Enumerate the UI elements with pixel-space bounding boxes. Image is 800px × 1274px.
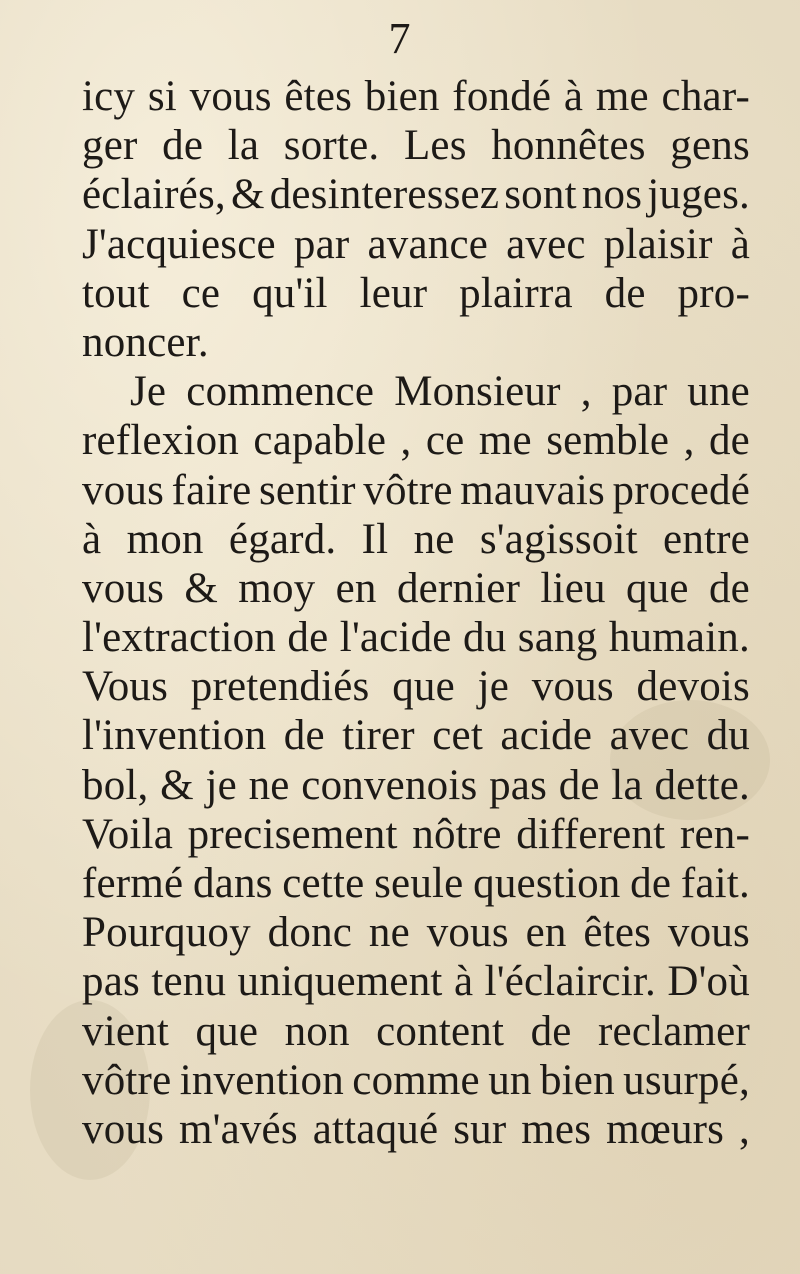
word: convenois [301,761,478,809]
word: , [683,417,695,465]
body-text [82,72,750,1154]
word: ce [425,417,465,465]
word: usurpé, [623,1056,750,1104]
text-line [82,810,750,859]
word: de [708,417,750,465]
word: ren- [679,810,750,858]
word: de [630,860,672,907]
word: char- [661,73,750,120]
word: pas [82,958,140,1006]
text-line [82,269,750,318]
word: humain. [608,614,750,662]
word: acide [500,712,593,760]
word: vous [667,909,750,957]
word: question [473,860,621,907]
word: & [230,171,265,219]
word: s'agissoit [479,515,638,563]
word: content [376,1007,505,1055]
word: semble [546,417,670,465]
word: Pourquoy [82,909,251,957]
word: mon [126,515,204,563]
text-line [82,1056,750,1105]
word: nôtre [412,810,502,858]
text-line [82,613,750,662]
text-line [82,72,750,121]
word: que [195,1007,259,1055]
text-line [82,318,750,367]
word: mauvais [460,466,605,514]
text-line [82,711,750,760]
word: m'avés [178,1105,298,1153]
word: capable [253,417,387,465]
word: du [463,614,507,662]
word: lieu [540,564,606,612]
word: pro- [677,269,750,317]
text-line [82,170,750,219]
word: Il [361,515,389,563]
word: cet [432,712,483,760]
word: desinteressez [269,171,500,219]
word: ce [181,269,221,317]
word: juges. [647,171,750,219]
word: entre [663,515,750,563]
text-line [82,121,750,170]
word: Vous [82,663,169,711]
word: de [558,761,600,809]
word: invention [179,1056,344,1104]
word: reflexion [82,417,240,465]
word: sont [504,171,577,219]
word: commence [186,368,375,416]
text-line [82,1105,750,1154]
word: l'extraction [82,614,277,662]
word: comme [352,1056,480,1104]
word: devois [636,663,750,711]
text-line [82,515,750,564]
word: uniquement [237,958,443,1006]
word: sorte. [283,122,380,170]
word: vient [82,1007,169,1055]
word: du [706,712,750,760]
word: icy [82,73,136,120]
word: sur [453,1105,507,1153]
word: avec [609,712,690,760]
word: une [687,368,750,416]
word: & [160,761,194,809]
word: faire [171,466,252,514]
word: seule [374,860,464,907]
word: noncer. [82,318,209,366]
word: bien [539,1056,615,1104]
word: , [580,368,592,416]
word: êtes [583,909,652,957]
word: de [287,614,329,662]
word: la [227,122,260,170]
word: precisement [187,810,398,858]
text-line [82,908,750,957]
text-line [82,220,750,269]
word: J'acquiesce [82,220,276,268]
text-line [82,466,750,515]
word: vôtre [363,466,453,514]
word: ne [248,761,290,809]
text-line [82,957,750,1006]
word: sentir [258,466,356,514]
word: en [335,564,377,612]
word: ger [82,122,138,170]
word: plairra [459,269,573,317]
word: que [625,564,689,612]
word: éclairés, [82,171,226,219]
word: dans [192,860,273,907]
word: mes [521,1105,592,1153]
word: à [730,220,750,268]
word: procedé [612,466,750,514]
word: je [205,761,237,809]
word: vous [531,663,614,711]
text-line [82,1007,750,1056]
word: en [525,909,567,957]
word: tenu [151,958,227,1006]
word: me [478,417,532,465]
word: vôtre [82,1056,172,1104]
word: fait. [680,860,750,907]
word: cette [282,860,365,907]
word: fermé [82,860,184,907]
word: par [293,220,350,268]
word: attaqué [312,1105,439,1153]
word: qu'il [252,269,328,317]
word: Monsieur [394,368,561,416]
text-line [82,859,750,908]
word: tirer [342,712,415,760]
word: de [530,1007,572,1055]
word: bien [364,73,440,120]
word: l'éclaircir. [484,958,656,1006]
word: Voila [82,810,173,858]
word: si [147,73,177,120]
word: , [400,417,412,465]
text-line [82,761,750,810]
word: & [184,564,218,612]
word: moy [238,564,316,612]
text-line [82,367,750,416]
word: plaisir [603,220,713,268]
word: de [604,269,646,317]
word: , [739,1105,750,1153]
text-line [82,416,750,465]
word: êtes [284,73,353,120]
word: bol, [82,761,149,809]
word: de [162,122,204,170]
word: honnêtes [491,122,646,170]
word: dette. [654,761,750,809]
word: l'acide [339,614,452,662]
word: vous [82,564,165,612]
word: mœurs [606,1105,725,1153]
text-line [82,564,750,613]
word: dernier [396,564,521,612]
word: vous [82,466,165,514]
word: je [477,663,510,711]
word: de [708,564,750,612]
word: égard. [228,515,337,563]
word: gens [670,122,750,170]
word: different [516,810,666,858]
word: à [563,73,584,120]
word: pretendiés [190,663,370,711]
word: nos [581,171,643,219]
word: que [392,663,455,711]
word: vous [82,1105,165,1153]
word: ne [413,515,455,563]
word: donc [267,909,353,957]
word: leur [359,269,428,317]
word: me [595,73,649,120]
word: à [82,515,102,563]
word: pas [489,761,548,809]
word: avance [367,220,489,268]
word: ne [368,909,410,957]
word: D'où [667,958,750,1006]
word: vous [189,73,272,120]
word: un [488,1056,532,1104]
word: à [453,958,474,1006]
word: Je [130,368,167,416]
word: fondé [452,73,552,120]
word: l'invention [82,712,267,760]
word: avec [506,220,586,268]
word: de [283,712,325,760]
word: sang [517,614,598,662]
word: par [611,368,668,416]
text-line [82,662,750,711]
word: la [611,761,643,809]
page-number: 7 [388,14,412,63]
word: reclamer [598,1007,750,1055]
word: tout [82,269,150,317]
word: Les [403,122,467,170]
word: vous [426,909,509,957]
word: non [284,1007,350,1055]
